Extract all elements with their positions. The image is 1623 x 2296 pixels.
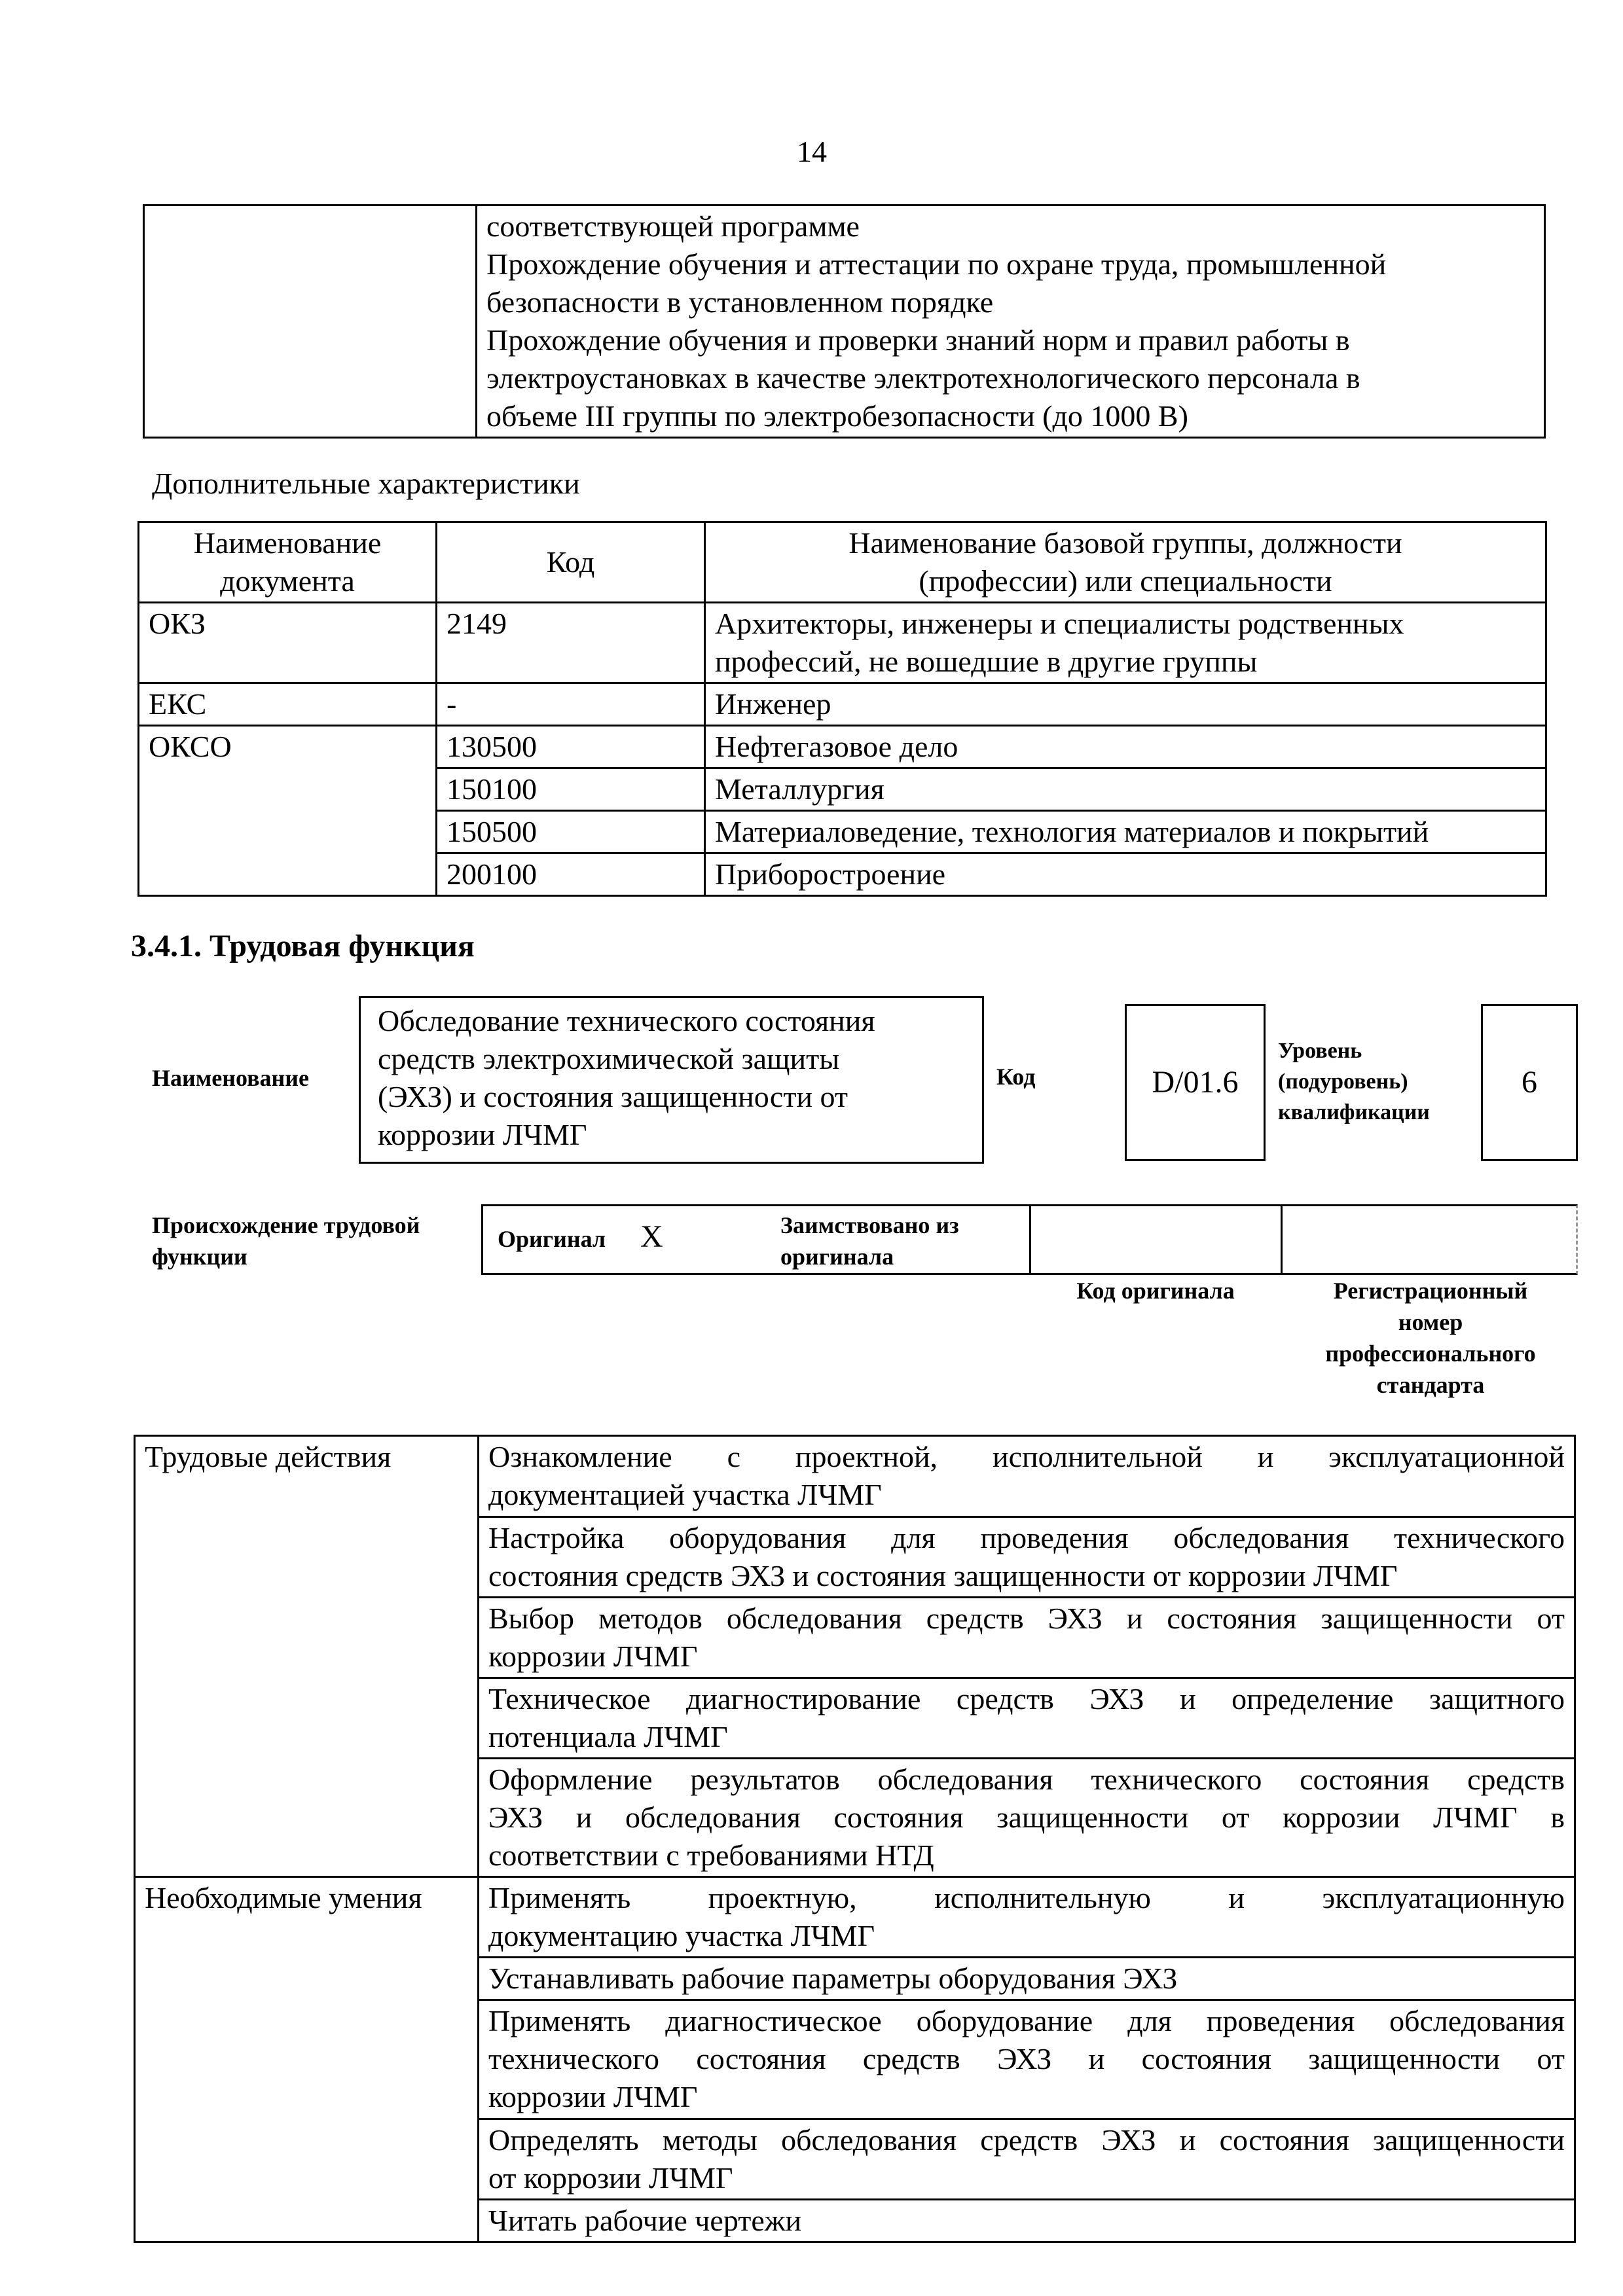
extra-heading: Дополнительные характеристики [152,467,580,500]
function-name-line: коррозии ЛЧМГ [378,1118,587,1151]
okz-doc: ОКЗ [139,603,437,683]
origin-divider [1281,1204,1283,1275]
okso-code: 130500 [437,726,705,768]
section-title: 3.4.1. Трудовая функция [131,929,475,963]
top-line: Прохождение обучения и проверки знаний норм и правил работы в [486,323,1350,357]
okso-code: 150500 [437,811,705,853]
action-item: Техническое диагностирование средств ЭХЗ и определение защитного потенциала ЛЧМГ [479,1678,1575,1759]
top-table [143,204,1546,439]
code-label: Код [996,1064,1036,1090]
name-label: Наименование [152,1065,309,1091]
top-line: объеме III группы по электробезопасности (до 1000 В) [486,399,1188,433]
top-table-text-cell [477,206,1545,438]
action-item: Настройка оборудования для проведения обследования технического состояния средств ЭХЗ и состояния защищенности от коррозии ЛЧМГ [479,1517,1575,1598]
skill-item: Читать рабочие чертежи [479,2200,1575,2242]
origin-divider [1029,1204,1031,1275]
top-table-empty-cell [144,206,477,438]
extra-header-code: Код [437,522,705,603]
eks-doc: ЕКС [139,683,437,726]
code-original-label: Код оригинала [1076,1278,1235,1304]
page-number: 14 [797,135,827,168]
okso-code: 200100 [437,853,705,896]
level-value-box: 6 [1481,1004,1578,1161]
action-item: Ознакомление с проектной, исполнительной и эксплуатационной документацией участка ЛЧМГ [479,1436,1575,1517]
okso-name: Нефтегазовое дело [705,726,1546,768]
extra-header-doc: Наименование документа [139,522,437,603]
extra-table [137,521,1547,897]
okso-name: Материаловедение, технология материалов и покрытий [705,811,1546,853]
main-table [134,1435,1576,2243]
action-item: Оформление результатов обследования технического состояния средств ЭХЗ и обследования состояния защищенности от коррозии ЛЧМГ в соответствии с требованиями НТД [479,1759,1575,1877]
okso-name: Приборостроение [705,853,1546,896]
okz-code: 2149 [437,603,705,683]
okso-code: 150100 [437,768,705,811]
actions-label: Трудовые действия [135,1436,479,1877]
original-label: Оригинал [498,1226,606,1252]
borrowed-label: Заимствовано из оригинала [780,1212,959,1270]
eks-code: - [437,683,705,726]
code-value-box: D/01.6 [1125,1004,1266,1161]
skill-item: Применять проектную, исполнительную и эксплуатационную документацию участка ЛЧМГ [479,1877,1575,1958]
function-name-line: средств электрохимической защиты [378,1042,840,1075]
reg-number-label: Регистрационный номер профессионального стандарта [1325,1278,1536,1398]
skill-item: Применять диагностическое оборудование для проведения обследования технического состояния средств ЭХЗ и состояния защищенности от коррозии ЛЧМГ [479,2000,1575,2119]
level-label: Уровень (подуровень) квалификации [1278,1039,1430,1124]
origin-label: Происхождение трудовой функции [152,1212,420,1270]
okso-doc: ОКСО [139,726,437,896]
function-name-line: Обследование технического состояния [378,1004,875,1037]
okz-name: Архитекторы, инженеры и специалисты родственных профессий, не вошедшие в другие группы [705,603,1546,683]
skill-item: Определять методы обследования средств ЭХЗ и состояния защищенности от коррозии ЛЧМГ [479,2119,1575,2200]
eks-name: Инженер [705,683,1546,726]
top-line: соответствующей программе [486,209,860,243]
okso-name: Металлургия [705,768,1546,811]
skill-item: Устанавливать рабочие параметры оборудования ЭХЗ [479,1958,1575,2000]
action-item: Выбор методов обследования средств ЭХЗ и состояния защищенности от коррозии ЛЧМГ [479,1598,1575,1678]
top-line: Прохождение обучения и аттестации по охране труда, промышленной [486,247,1387,281]
function-name-line: (ЭХЗ) и состояния защищенности от [378,1080,848,1113]
top-line: безопасности в установленном порядке [486,285,994,319]
original-mark: X [640,1219,663,1254]
skills-label: Необходимые умения [135,1877,479,2242]
extra-header-name: Наименование базовой группы, должности (профессии) или специальности [705,522,1546,603]
top-line: электроустановках в качестве электротехнологического персонала в [486,361,1360,395]
function-name-box [359,996,984,1164]
